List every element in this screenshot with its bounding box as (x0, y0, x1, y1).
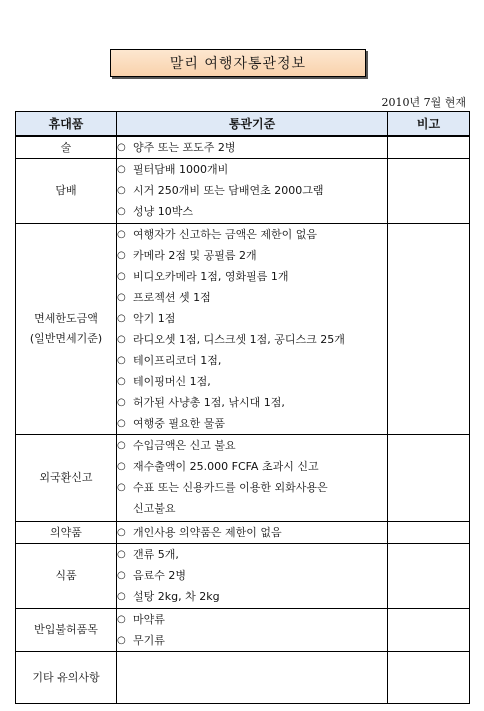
criteria-item (117, 630, 387, 651)
criteria-text: 카메라 2점 및 공필름 2개 (133, 249, 257, 262)
category-label: 의약품 (50, 525, 82, 539)
circle-bullet-icon: ○ (117, 250, 126, 261)
document-title-text: 말리 여행자통관정보 (169, 56, 307, 72)
category-label: 식품 (55, 569, 77, 582)
circle-bullet-icon: ○ (117, 527, 126, 538)
header-criteria: 통관기준 (117, 112, 388, 137)
circle-bullet-icon: ○ (117, 164, 126, 175)
row-category (16, 544, 117, 609)
criteria-item (117, 308, 387, 329)
row-category (16, 136, 117, 159)
row-category (16, 652, 117, 704)
circle-bullet-icon: ○ (117, 271, 126, 282)
circle-bullet-icon: ○ (117, 334, 126, 345)
row-remarks (388, 544, 470, 609)
circle-bullet-icon: ○ (117, 376, 126, 387)
row-criteria (117, 136, 388, 159)
criteria-item (117, 586, 387, 607)
table-row (16, 159, 470, 224)
circle-bullet-icon: ○ (117, 635, 126, 646)
criteria-item (117, 456, 387, 477)
circle-bullet-icon: ○ (117, 461, 126, 472)
circle-bullet-icon: ○ (117, 142, 126, 153)
row-category (16, 522, 117, 544)
row-criteria (117, 522, 388, 544)
row-remarks (388, 522, 470, 544)
table-header-row (16, 112, 470, 137)
circle-bullet-icon: ○ (117, 313, 126, 324)
category-label: 외국환신고 (39, 471, 93, 484)
circle-bullet-icon: ○ (117, 229, 126, 240)
header-remarks: 비고 (388, 112, 470, 137)
row-remarks (388, 224, 470, 435)
criteria-text: 프로젝션 셋 1점 (133, 291, 211, 304)
table-row (16, 435, 470, 522)
circle-bullet-icon: ○ (117, 440, 126, 451)
row-category (16, 435, 117, 522)
row-remarks (388, 609, 470, 652)
criteria-text: 허가된 사냥총 1점, 낚시대 1점, (133, 396, 285, 409)
document-title (110, 49, 366, 77)
criteria-item (117, 609, 387, 630)
criteria-item (117, 522, 387, 543)
row-category (16, 224, 117, 435)
criteria-item (117, 266, 387, 287)
table-row (16, 609, 470, 652)
table-row (16, 652, 470, 704)
criteria-text: 여행자가 신고하는 금액은 제한이 없음 (133, 228, 318, 241)
criteria-item (117, 435, 387, 456)
category-label: 담배 (55, 184, 77, 197)
criteria-text: 비디오카메라 1점, 영화필름 1개 (133, 270, 289, 283)
circle-bullet-icon: ○ (117, 570, 126, 581)
circle-bullet-icon: ○ (117, 355, 126, 366)
criteria-item (117, 245, 387, 266)
criteria-text: 시거 250개비 또는 담배연초 2000그램 (133, 184, 324, 197)
criteria-text: 수표 또는 신용카드를 이용한 외화사용은 (133, 481, 328, 494)
category-label: 술 (60, 140, 72, 154)
criteria-text: 갠류 5개, (133, 548, 179, 561)
criteria-item (117, 392, 387, 413)
criteria-item (117, 201, 387, 222)
criteria-item (117, 350, 387, 371)
row-remarks (388, 652, 470, 704)
table-row (16, 224, 470, 435)
circle-bullet-icon: ○ (117, 591, 126, 602)
criteria-text: 재수출액이 25.000 FCFA 초과시 신고 (133, 460, 319, 473)
criteria-text: 음료수 2병 (133, 569, 186, 582)
criteria-text: 마약류 (133, 613, 165, 626)
as-of-date: 2010년 7월 현재 (381, 96, 466, 109)
criteria-text: 여행중 필요한 물품 (133, 417, 226, 430)
criteria-item (117, 180, 387, 201)
row-remarks (388, 435, 470, 522)
category-label: 면세한도금액 (34, 312, 98, 325)
circle-bullet-icon: ○ (117, 482, 126, 493)
criteria-text: 설탕 2kg, 차 2kg (133, 590, 220, 603)
criteria-item (117, 565, 387, 586)
criteria-item (117, 159, 387, 180)
row-category (16, 159, 117, 224)
header-item: 휴대품 (16, 112, 117, 137)
criteria-item (117, 413, 387, 434)
row-criteria (117, 609, 388, 652)
criteria-item (117, 544, 387, 565)
customs-table (15, 111, 470, 704)
criteria-item (117, 477, 387, 498)
row-remarks (388, 136, 470, 159)
category-label: 반입불허품목 (34, 623, 98, 636)
row-criteria (117, 159, 388, 224)
circle-bullet-icon: ○ (117, 292, 126, 303)
criteria-text: 라디오셋 1점, 디스크셋 1점, 공디스크 25개 (133, 333, 345, 346)
table-row (16, 522, 470, 544)
criteria-item (117, 371, 387, 392)
criteria-text: 필터담배 1000개비 (133, 163, 229, 176)
criteria-item (117, 224, 387, 245)
criteria-text: 수입금액은 신고 불요 (133, 439, 236, 452)
criteria-item (117, 137, 387, 158)
category-label: 기타 유의사항 (32, 670, 100, 684)
criteria-text: 무기류 (133, 634, 165, 647)
row-category (16, 609, 117, 652)
criteria-text: 성냥 10박스 (133, 205, 193, 218)
circle-bullet-icon: ○ (117, 549, 126, 560)
circle-bullet-icon: ○ (117, 614, 126, 625)
criteria-text: 양주 또는 포도주 2병 (133, 141, 236, 154)
circle-bullet-icon: ○ (117, 206, 126, 217)
row-remarks (388, 159, 470, 224)
criteria-text: 악기 1점 (133, 312, 176, 325)
table-row (16, 136, 470, 159)
category-label: (일반면세기준) (29, 332, 103, 345)
circle-bullet-icon: ○ (117, 418, 126, 429)
row-criteria (117, 224, 388, 435)
criteria-text: 개인사용 의약품은 제한이 없음 (133, 526, 282, 539)
row-criteria (117, 544, 388, 609)
criteria-text: 테이프리코더 1점, (133, 354, 222, 367)
criteria-item (117, 287, 387, 308)
criteria-text: 테이핑머신 1점, (133, 375, 211, 388)
table-row (16, 544, 470, 609)
criteria-item (117, 329, 387, 350)
circle-bullet-icon: ○ (117, 397, 126, 408)
row-criteria (117, 652, 388, 704)
criteria-text-continuation: 신고불요 (133, 502, 176, 515)
row-criteria (117, 435, 388, 522)
circle-bullet-icon: ○ (117, 185, 126, 196)
